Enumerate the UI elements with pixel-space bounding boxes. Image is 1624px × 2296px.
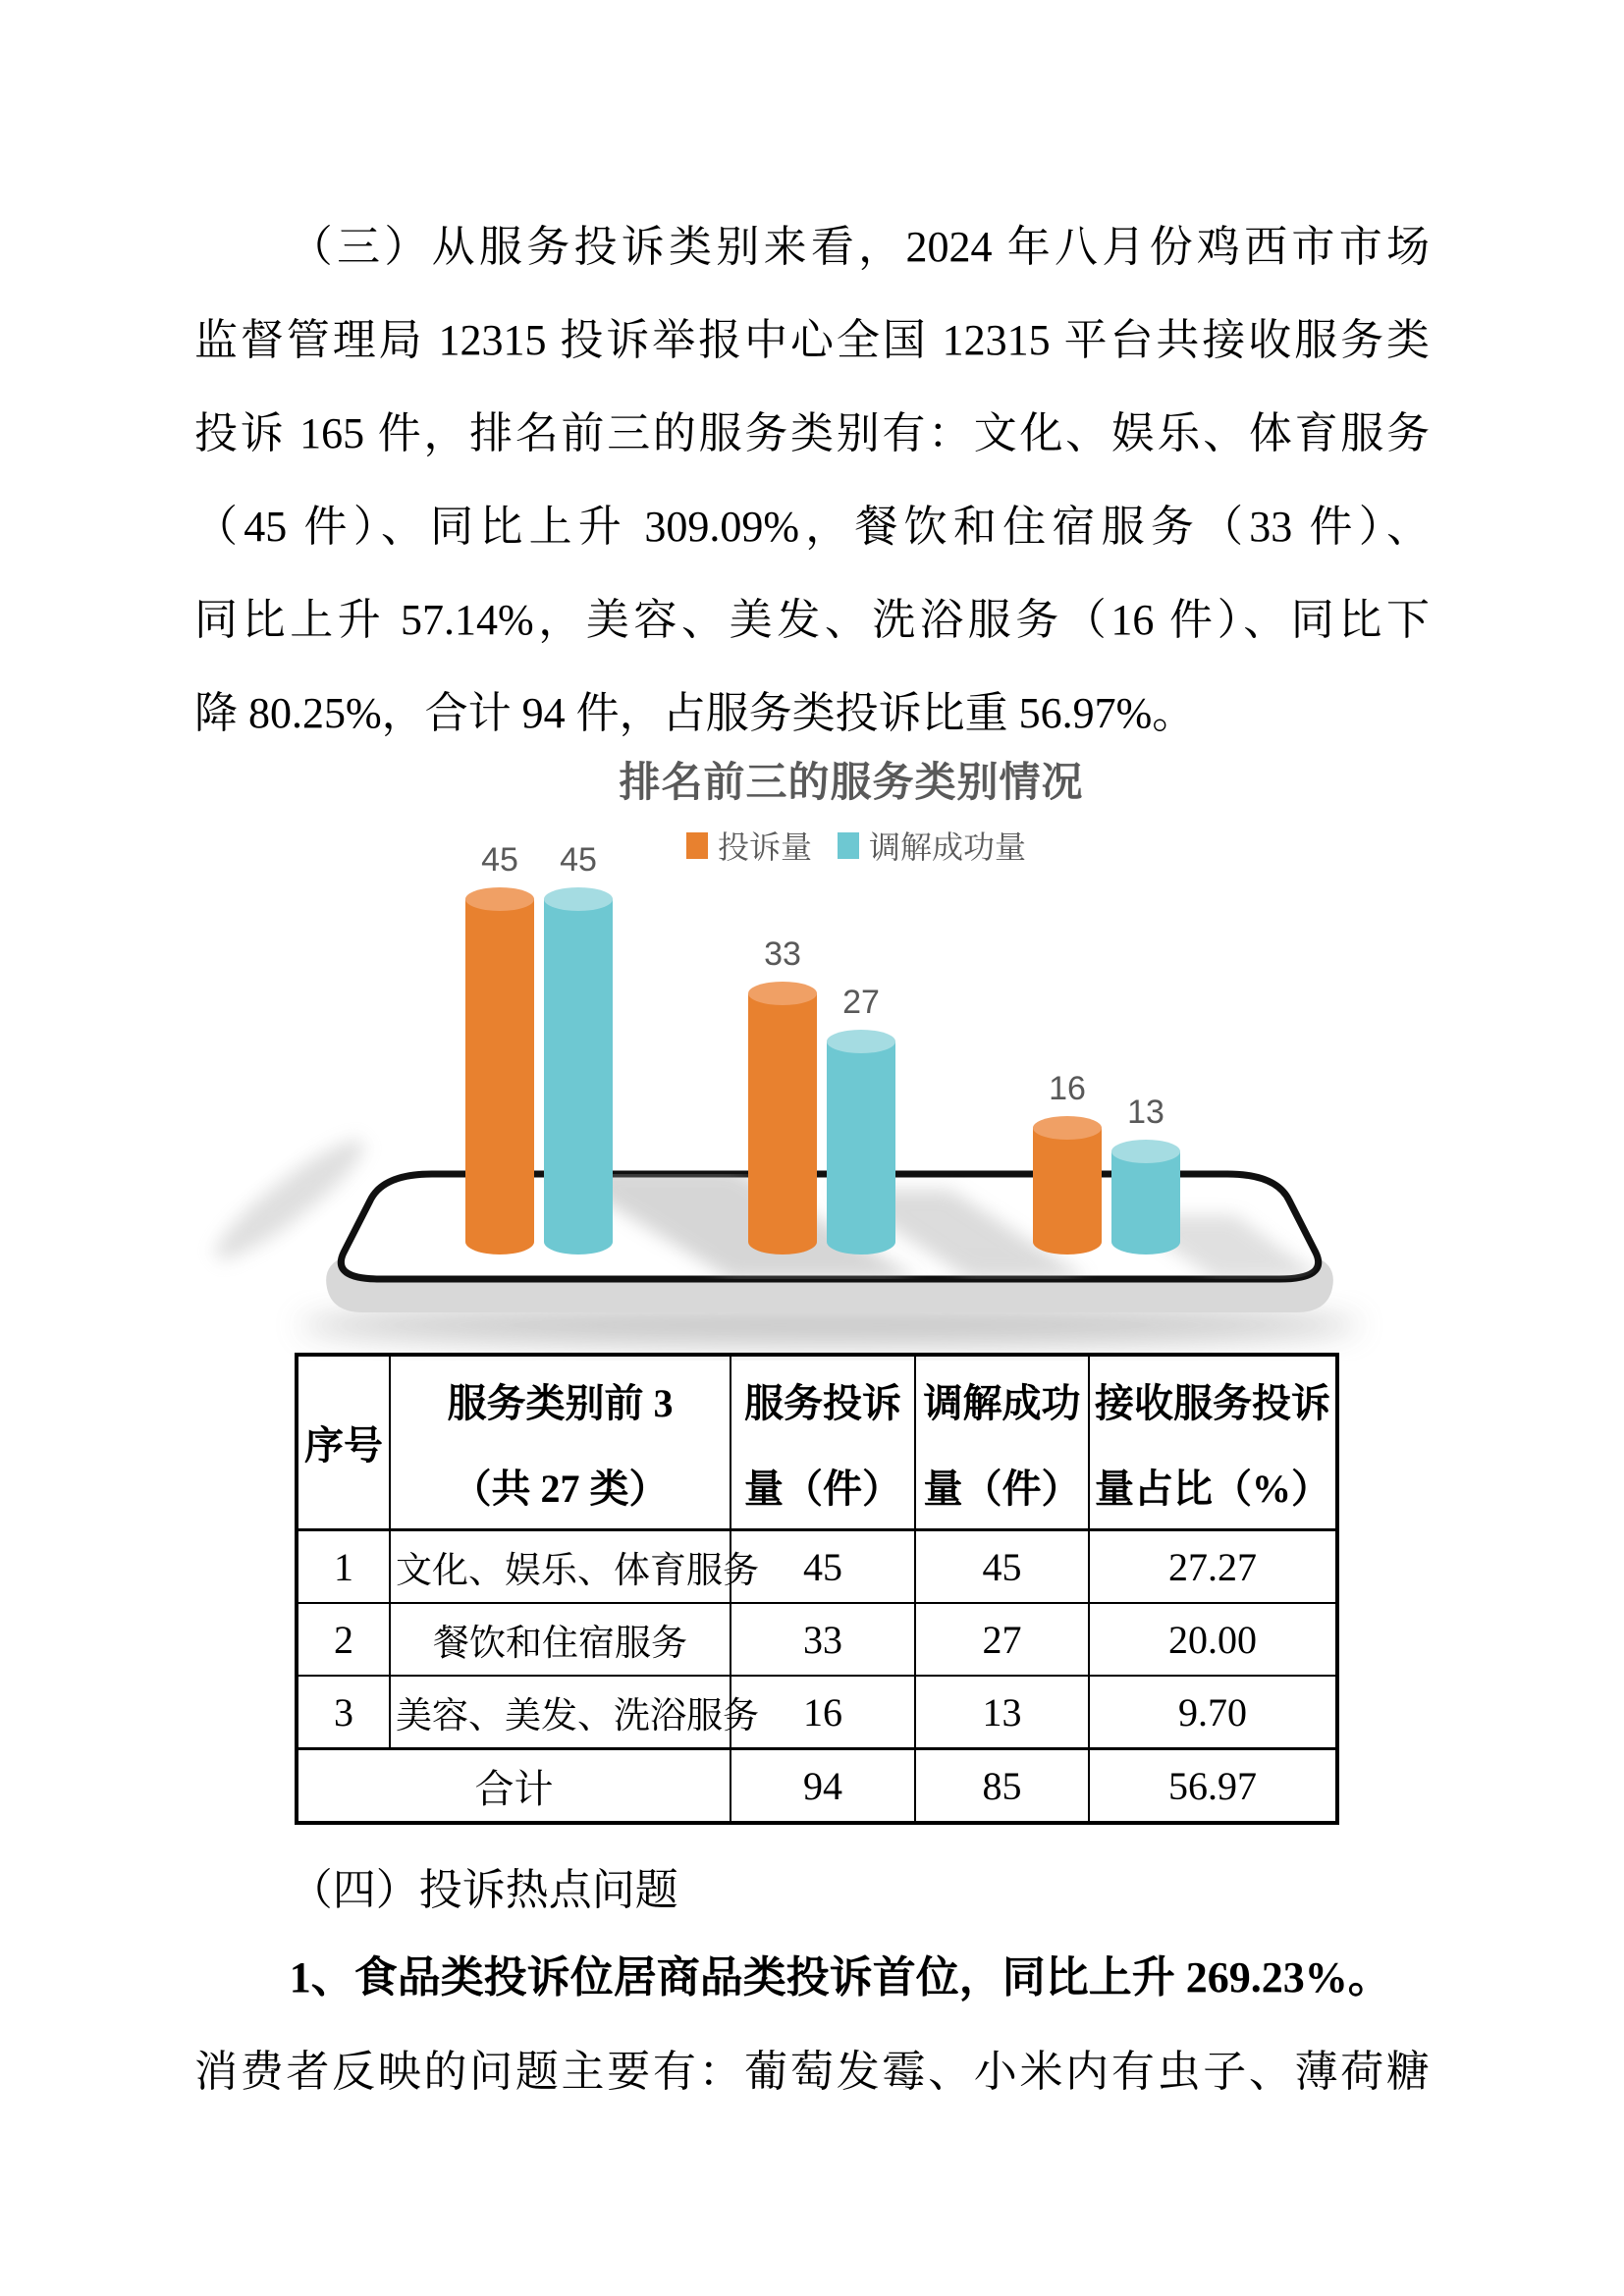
table-header-row — [297, 1355, 1337, 1530]
paragraph-line: 降 80.25%，合计 94 件，占服务类投诉比重 56.97%。 — [194, 689, 1196, 737]
bar-value-label: 27 — [842, 984, 880, 1021]
cell-share: 9.70 — [1089, 1676, 1337, 1749]
cell-complaints: 16 — [731, 1676, 915, 1749]
bar-mediation-g3 — [1111, 1151, 1180, 1255]
bar-mediation-g1 — [544, 899, 613, 1255]
cell-total-mediation: 85 — [915, 1749, 1089, 1824]
legend-label: 投诉量 — [717, 829, 812, 865]
cell-complaints: 45 — [731, 1530, 915, 1604]
bar-value-label: 45 — [481, 841, 518, 879]
bar-complaints-g2 — [748, 993, 817, 1255]
header-mediation — [915, 1355, 1089, 1530]
cell-share: 27.27 — [1089, 1530, 1337, 1604]
bar-value-label: 16 — [1049, 1070, 1086, 1107]
section-heading: （四）投诉热点问题 — [289, 1866, 678, 1914]
table-row — [297, 1603, 1337, 1676]
header-category — [390, 1355, 731, 1530]
chart-legend — [0, 823, 1624, 868]
bar-value-label: 45 — [560, 841, 597, 879]
table-row — [297, 1676, 1337, 1749]
paragraph-line: （45 件）、同比上升 309.09%，餐饮和住宿服务（33 件）、 — [194, 503, 1430, 551]
cell-complaints: 33 — [731, 1603, 915, 1676]
cell-mediation: 27 — [915, 1603, 1089, 1676]
cell-mediation: 13 — [915, 1676, 1089, 1749]
table-row — [297, 1530, 1337, 1604]
legend-label: 调解成功量 — [869, 829, 1027, 865]
cell-category: 餐饮和住宿服务 — [390, 1603, 731, 1676]
header-mediation-line2: 量（件） — [923, 1466, 1081, 1511]
chart-title: 排名前三的服务类别情况 — [619, 759, 1084, 805]
legend-swatch-teal-icon — [838, 832, 859, 859]
service-category-table — [295, 1353, 1339, 1825]
cell-category: 文化、娱乐、体育服务 — [390, 1530, 731, 1604]
header-category-line1: 服务类别前 3 — [447, 1380, 674, 1425]
header-share — [1089, 1355, 1337, 1530]
legend-item-mediation — [838, 823, 1026, 868]
cell-total-label: 合计 — [297, 1749, 731, 1824]
header-share-line2: 量占比（%） — [1095, 1466, 1330, 1511]
legend-item-complaints — [686, 823, 812, 868]
paragraph-line: （三）从服务投诉类别来看，2024 年八月份鸡西市市场 — [289, 223, 1430, 271]
hot-topic-bold-line: 1、食品类投诉位居商品类投诉首位，同比上升 269.23%。 — [289, 1953, 1391, 2002]
paragraph-service-complaints — [194, 200, 1430, 760]
header-share-line1: 接收服务投诉 — [1095, 1380, 1330, 1425]
table-total-row — [297, 1749, 1337, 1824]
header-mediation-line1: 调解成功 — [923, 1380, 1081, 1425]
cell-no: 1 — [297, 1530, 390, 1604]
legend-swatch-orange-icon — [686, 832, 708, 859]
cell-no: 3 — [297, 1676, 390, 1749]
cell-category: 美容、美发、洗浴服务 — [390, 1676, 731, 1749]
cell-total-share: 56.97 — [1089, 1749, 1337, 1824]
header-seq: 序号 — [297, 1355, 390, 1530]
cell-share: 20.00 — [1089, 1603, 1337, 1676]
cell-mediation: 45 — [915, 1530, 1089, 1604]
bar-mediation-g2 — [827, 1041, 895, 1255]
paragraph-line: 同比上升 57.14%，美容、美发、洗浴服务（16 件）、同比下 — [194, 596, 1430, 644]
header-complaints-line2: 量（件） — [744, 1466, 901, 1511]
hot-topic-tail-line: 消费者反映的问题主要有：葡萄发霉、小米内有虫子、薄荷糖 — [194, 2048, 1430, 2096]
bar-complaints-g3 — [1033, 1128, 1102, 1255]
cell-total-complaints: 94 — [731, 1749, 915, 1824]
header-complaints-line1: 服务投诉 — [744, 1380, 901, 1425]
paragraph-line: 监督管理局 12315 投诉举报中心全国 12315 平台共接收服务类 — [194, 316, 1430, 364]
header-category-line2: （共 27 类） — [452, 1466, 669, 1511]
paragraph-line: 投诉 165 件，排名前三的服务类别有：文化、娱乐、体育服务 — [194, 409, 1430, 457]
header-complaints — [731, 1355, 915, 1530]
phone-base-illustration — [118, 1099, 1532, 1394]
bar-value-label: 33 — [764, 935, 801, 973]
cell-no: 2 — [297, 1603, 390, 1676]
bar-value-label: 13 — [1127, 1094, 1164, 1131]
bar-complaints-g1 — [465, 899, 534, 1255]
